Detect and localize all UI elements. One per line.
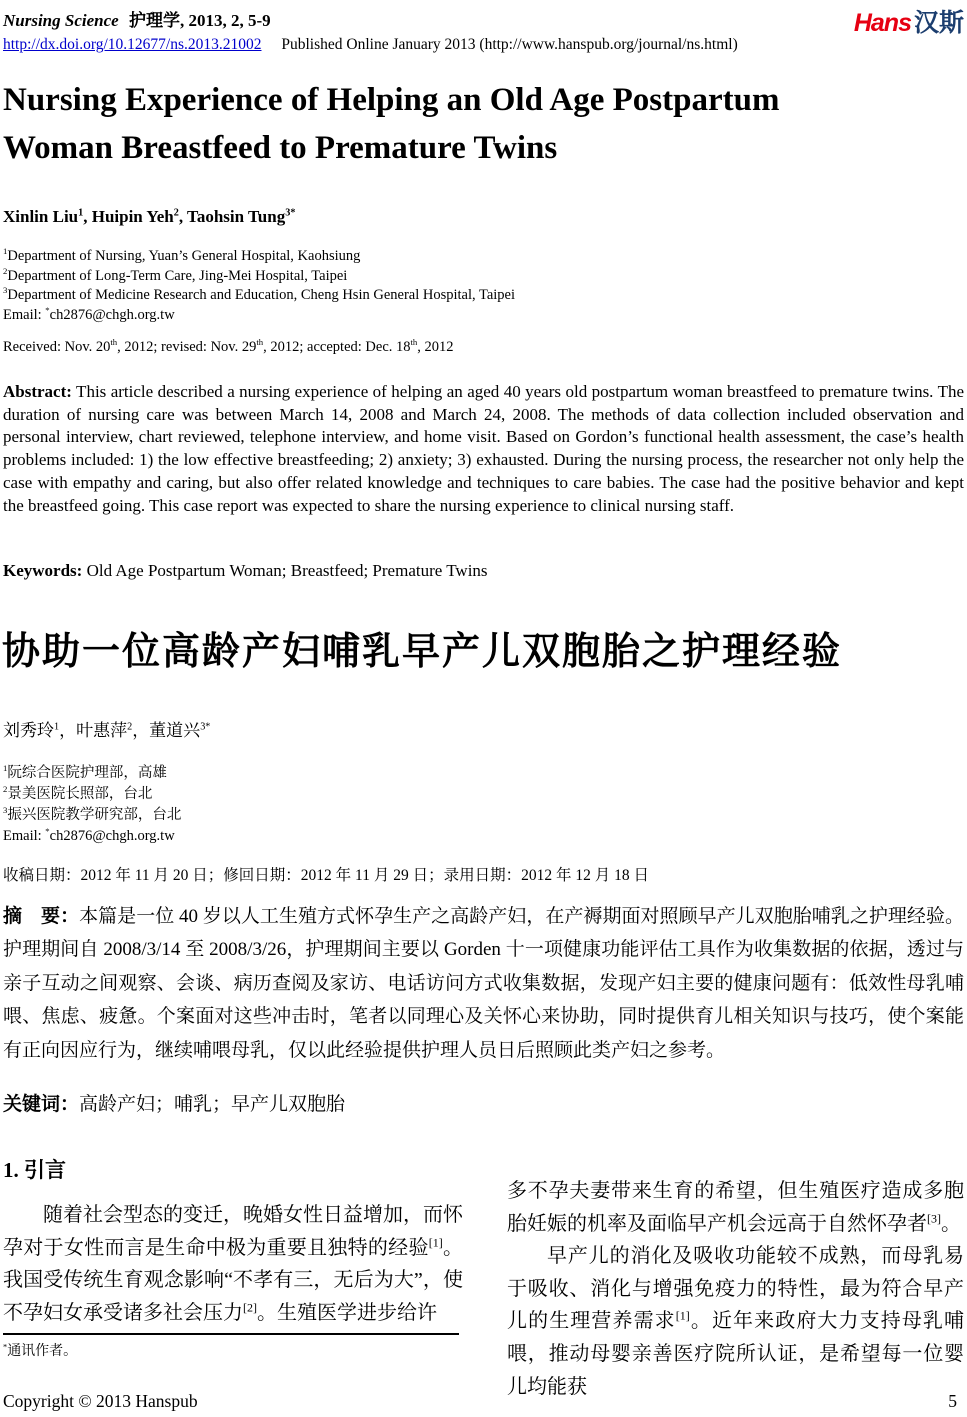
abstract-label-zh: 摘 要： <box>3 906 80 927</box>
article-title-en <box>3 76 933 172</box>
affiliations-zh <box>3 763 181 847</box>
journal-header <box>3 6 832 54</box>
left-column <box>3 1148 463 1403</box>
keywords-text-en: Old Age Postpartum Woman; Breastfeed; Premature Twins <box>82 561 488 580</box>
article-title-en-line1: Nursing Experience of Helping an Old Age Postpartum <box>3 82 780 118</box>
page-footer <box>3 1391 957 1412</box>
authors-zh: 刘秀玲$^1$，叶惠萍$^2$，董道兴$^{3*}$ <box>3 721 211 740</box>
keywords-zh <box>3 1089 345 1116</box>
affiliation-en-1: $^1$Department of Nursing, Yuan’s General Hospital, Kaohsiung <box>3 246 361 264</box>
journal-name-zh: 护理学, 2013, 2, 5-9 <box>128 11 271 30</box>
page-number: 5 <box>948 1391 957 1411</box>
keywords-text-zh: 高龄产妇；哺乳；早产儿双胞胎 <box>79 1094 346 1115</box>
keywords-label-zh: 关键词： <box>3 1094 80 1115</box>
email-line-zh: Email: *ch2876@chgh.org.tw <box>3 826 175 844</box>
hans-logo-en: Hans <box>853 9 911 37</box>
section-1-title: 引言 <box>24 1159 66 1182</box>
hans-publisher-logo <box>854 3 964 39</box>
abstract-en <box>3 381 964 517</box>
affiliation-zh-2: $^2$景美医院长照部，台北 <box>3 784 153 802</box>
two-column-body <box>3 1148 964 1403</box>
abstract-label-en: Abstract: <box>3 382 72 401</box>
affiliation-en-2: $^2$Department of Long-Term Care, Jing-Mei Hospital, Taipei <box>3 265 348 284</box>
abstract-text-en: This article described a nursing experience of helping an aged 40 years old postpartum woman breastfeed to premature twins. The duration of nursing care was between March 14, 2008 and March 24, 2008. The methods of data collection included observation and personal interview, chart reviewed, telephone interview, and home visit. Based on Gordon’s functional health assessment, the case’s health problems included: 1) the low effective breastfeeding; 2) anxiety; 3) exhausted. During the nursing process, the researcher not only help the case with empathy and caring, but also offer related knowledge and techniques to care babies. The case had the positive behavior and kept the breastfeed going. This case report was expected to share the nursing experience to clinical nursing staff. <box>3 382 964 515</box>
abstract-zh <box>3 900 964 1067</box>
journal-title-line <box>3 6 832 31</box>
received-dates-en: Received: Nov. 20th, 2012; revised: Nov. 29th, 2012; accepted: Dec. 18th, 2012 <box>3 337 454 355</box>
journal-name-en: Nursing Science <box>3 11 119 30</box>
received-dates-zh: 收稿日期：2012 年 11 月 20 日；修回日期：2012 年 11 月 29 日；录用日期：2012 年 12 月 18 日 <box>3 867 649 884</box>
section-1-heading <box>3 1154 463 1184</box>
affiliation-zh-3: $^3$振兴医院教学研究部，台北 <box>3 805 182 823</box>
email-line-en: Email: *ch2876@chgh.org.tw <box>3 304 175 323</box>
article-title-en-line2: Woman Breastfeed to Premature Twins <box>3 130 558 166</box>
intro-paragraph-right-2: 早产儿的消化及吸收功能较不成熟，而母乳易于吸收、消化与增强免疫力的特性，最为符合早产儿的生理营养需求[1]。近年来政府大力支持母乳哺喂，推动母婴亲善医疗院所认证，是希望每一位婴儿均能获 <box>507 1245 965 1398</box>
intro-paragraph-left: 随着社会型态的变迁，晚婚女性日益增加，而怀孕对于女性而言是生命中极为重要且独特的经验[1]。我国受传统生育观念影响“不孝有三，无后为大”，使不孕妇女承受诸多社会压力[2]。生殖医学进步给许 <box>3 1204 464 1324</box>
affiliation-zh-1: $^1$阮综合医院护理部，高雄 <box>3 763 167 781</box>
keywords-en <box>3 561 488 581</box>
keywords-label-en: Keywords: <box>3 561 83 580</box>
corresponding-author-footnote: *通讯作者。 <box>3 1333 459 1360</box>
hans-logo-zh: 汉斯 <box>913 9 964 37</box>
published-online-note: Published Online January 2013 (http://www.hanspub.org/journal/ns.html) <box>281 36 738 53</box>
intro-paragraph-right-1: 多不孕夫妻带来生育的希望，但生殖医疗造成多胞胎妊娠的机率及面临早产机会远高于自然怀孕者[3]。 <box>507 1180 964 1235</box>
abstract-text-zh: 本篇是一位 40 岁以人工生殖方式怀孕生产之高龄产妇，在产褥期面对照顾早产儿双胞胎哺乳之护理经验。护理期间自 2008/3/14 至 2008/3/26，护理期间主要以 Gorden 十一项健康功能评估工具作为收集数据的依据，透过与亲子互动之间观察、会谈、病历查阅及家访、电话访问方式收集数据，发现产妇主要的健康问题有：低效性母乳哺喂、焦虑、疲惫。个案面对这些冲击时，笔者以同理心及关怀心来协助，同时提供育儿相关知识与技巧，使个案能有正向因应行为，继续哺喂母乳，仅以此经验提供护理人员日后照顾此类产妇之参考。 <box>3 906 964 1061</box>
affiliations-en <box>3 247 515 325</box>
publication-info-line <box>3 36 832 54</box>
authors-en: Xinlin Liu$^1$, Huipin Yeh$^2$, Taohsin Tung$^{3*}$ <box>3 207 296 226</box>
article-title-zh: 协助一位高龄产妇哺乳早产儿双胞胎之护理经验 <box>2 631 843 673</box>
affiliation-en-3: $^3$Department of Medicine Research and Education, Cheng Hsin General Hospital, Taipei <box>3 285 516 303</box>
section-1-number: 1. <box>3 1158 19 1182</box>
right-column <box>507 1148 964 1403</box>
copyright-text: Copyright © 2013 Hanspub <box>3 1391 198 1411</box>
doi-link[interactable]: http://dx.doi.org/10.12677/ns.2013.21002 <box>3 36 262 53</box>
